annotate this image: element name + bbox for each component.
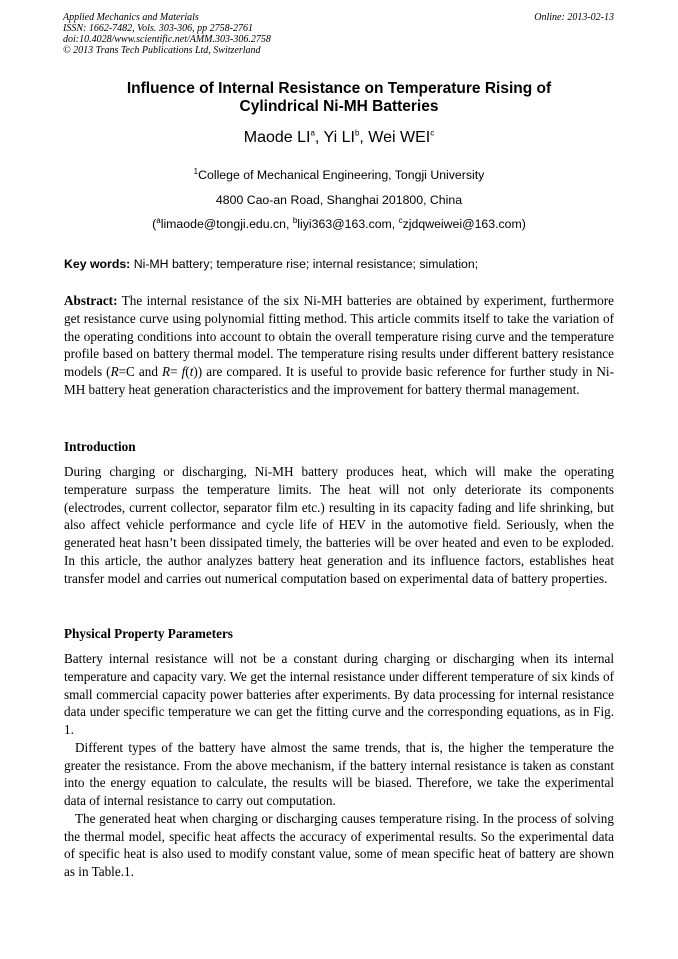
mark-b: b [292,215,298,225]
author-3: Wei WEI [368,129,431,146]
issn: ISSN: 1662-7482, Vols. 303-306, pp 2758-2761 [63,23,253,34]
abstract-text: =C and [118,364,163,379]
keywords-text: Ni-MH battery; temperature rise; internal resistance; simulation; [130,257,479,271]
author-2-mark: b [354,128,360,138]
sep: , [314,129,324,146]
online-date: Online: 2013-02-13 [534,12,614,23]
authors [0,129,678,147]
abstract [64,292,614,399]
physical-section [64,650,614,881]
math: R [162,364,171,379]
paren: ( [152,217,157,231]
keywords [64,257,478,271]
copyright: © 2013 Trans Tech Publications Ltd, Switzerland [63,45,261,56]
title-line-2: Cylindrical Ni-MH Batteries [239,98,439,115]
email-b: liyi363@163.com, [297,217,399,231]
math: R [110,364,119,379]
journal-header [63,12,271,56]
doi: doi:10.4028/www.scientific.net/AMM.303-306.2758 [63,34,271,45]
affiliation-line-1 [0,168,678,182]
paragraph-2: Different types of the battery have almost the same trends, that is, the higher the temperature the greater the resistance. From the above mechanism, if the battery internal resistance is taken as constant into the energy equation to calculate, the results will be biased. Therefore, we take the experimental data of internal resistance to carry out computation. [64,739,614,808]
title-line-1: Influence of Internal Resistance on Temperature Rising of [126,80,552,97]
abstract-text: )) are compared. It is useful to provide basic reference for further study in Ni-MH battery heat generation characteristics and the improvement for battery thermal management. [64,364,614,397]
abstract-label: Abstract: [64,293,118,308]
affiliation-line-2: 4800 Cao-an Road, Shanghai 201800, China [215,193,463,207]
abstract-text: ( [185,364,190,379]
math: f [181,364,186,379]
email-c: zjdqweiwei@163.com) [402,217,526,231]
paper-title [0,80,678,116]
author-2: Yi LI [323,129,355,146]
journal-name: Applied Mechanics and Materials [63,12,199,23]
emails [0,217,678,231]
physical-heading: Physical Property Parameters [64,626,233,641]
abstract-text: The internal resistance of the six Ni-MH batteries are obtained by experiment, furthermore get resistance curve using polynomial fitting method. This article commits itself to take the variation of the operating conditions into account to obtain the overall temperature rising curve and the temperature profile based on battery thermal model. The temperature rising results under different battery resistance models ( [64,293,614,379]
sep: , [359,129,369,146]
author-3-mark: c [430,128,435,138]
keywords-label: Key words: [64,257,131,271]
aff-text: College of Mechanical Engineering, Tongji University [198,168,485,182]
author-1-mark: a [310,128,315,138]
mark-a: a [156,215,161,225]
email-a: limaode@tongji.edu.cn, [160,217,293,231]
aff-mark: 1 [193,166,199,176]
paragraph-1: Battery internal resistance will not be a constant during charging or discharging when its internal temperature and capacity vary. We get the internal resistance under different temperature of six kinds of small commercial capacity power batteries after experiments. By data processing for internal resistance data under specific temperature we can get the fitting curve and the corresponding equations, as in Fig. 1. [64,651,614,737]
abstract-text: = [170,364,182,379]
paragraph-3: The generated heat when charging or discharging causes temperature rising. In the process of solving the thermal model, specific heat affects the accuracy of experimental results. So the experimental data of specific heat is also used to modify constant value, some of mean specific heat of battery are shown as in Table.1. [64,810,614,879]
mark-c: c [398,215,403,225]
introduction-heading: Introduction [64,439,136,454]
math: t [189,364,194,379]
author-1: Maode LI [243,129,311,146]
introduction-text: During charging or discharging, Ni-MH battery produces heat, which will make the operating temperature surpass the temperature limits. The heat will not only deteriorate its components (electrodes, current collector, separator film etc.) resulting in its capacity fading and life shrinking, but also affect vehicle performance and cycle life of HEV in the automotive field. Seriously, when the generated heat hasn’t been dissipated timely, the batteries will be over heated and even to be exploded. In this article, the author analyzes battery heat generation and its influence factors, establishes heat transfer model and carries out numerical computation based on experimental data of battery properties. [64,464,614,586]
